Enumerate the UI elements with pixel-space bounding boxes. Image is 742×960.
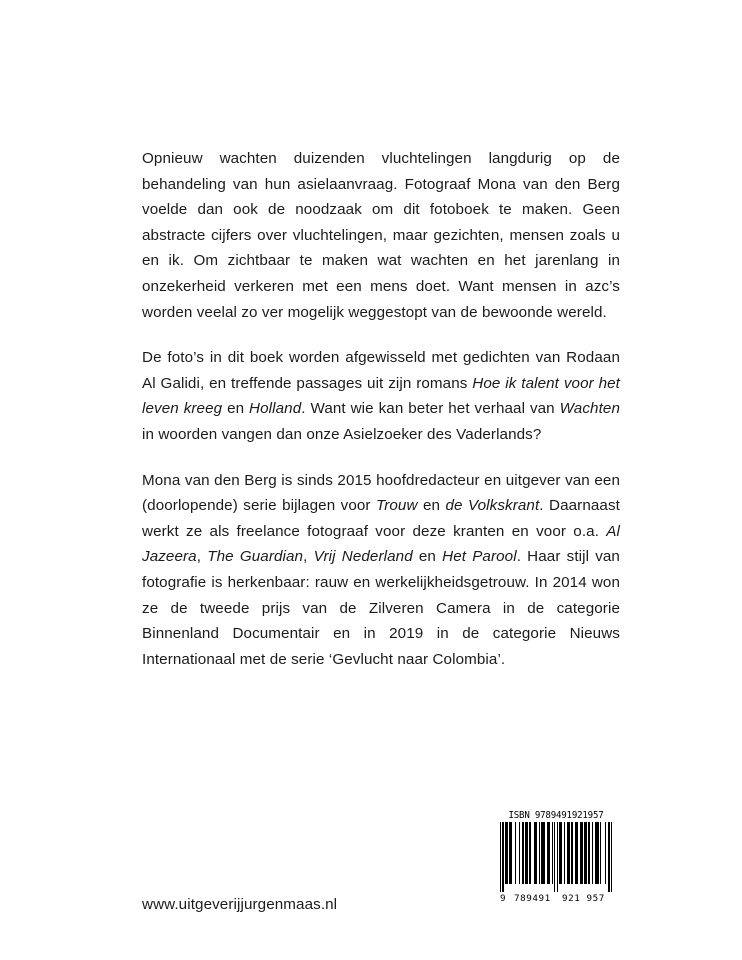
- barcode-digits-left-group: 789491: [514, 893, 551, 904]
- italic-title: Vrij Nederland: [313, 548, 413, 566]
- barcode-bar: [522, 822, 523, 884]
- italic-title: The Guardian: [207, 548, 304, 566]
- italic-title: Holland: [249, 400, 302, 418]
- barcode-bar: [586, 822, 587, 884]
- cover-footer: [142, 760, 620, 960]
- barcode-bar: [511, 822, 512, 884]
- barcode-bar: [502, 822, 503, 892]
- barcode-bars: [500, 822, 612, 884]
- barcode-bar: [515, 822, 516, 884]
- barcode-bar: [588, 822, 589, 884]
- barcode-bar: [535, 822, 536, 884]
- barcode-bar: [548, 822, 549, 884]
- barcode-bar: [581, 822, 582, 884]
- barcode-bar: [552, 822, 553, 884]
- barcode-bar: [577, 822, 578, 884]
- barcode-digits: [500, 892, 612, 905]
- barcode-bar: [611, 822, 612, 892]
- italic-title: Trouw: [375, 497, 418, 515]
- barcode-bar: [544, 822, 545, 884]
- barcode-bar: [564, 822, 565, 884]
- publisher-website-url[interactable]: www.uitgeverijjurgenmaas.nl: [142, 896, 338, 913]
- barcode-bar: [572, 822, 573, 884]
- blurb-paragraph-3: Mona van den Berg is sinds 2015 hoofdredacteur en uitgever van een (doorlopende) serie bijlagen voor Trouw en de Volkskrant. Daarnaast werkt ze als freelance fotograaf voor deze kranten en voor o.a. Al Jazeera, The Guardian, Vrij Nederland en Het Parool. Haar stijl van fotografie is herkenbaar: rauw en werkelijkheidsgetrouw. In 2014 won ze de tweede prijs van de Zilveren Camera in de categorie Binnenland Documentair en in 2019 in de categorie Nieuws Internationaal met de serie ‘Gevlucht naar Colombia’.: [142, 471, 620, 668]
- barcode-digits-right-group: 921 957: [562, 893, 605, 904]
- barcode-digit-lead: 9: [500, 893, 507, 904]
- isbn-label: ISBN 9789491921957: [508, 810, 604, 821]
- barcode-bar: [568, 822, 569, 884]
- barcode-bar: [507, 822, 508, 884]
- barcode-bar: [557, 822, 558, 892]
- italic-title: Hoe ik talent voor het leven kreeg: [142, 374, 621, 418]
- barcode-bar: [598, 822, 599, 884]
- barcode-bar: [592, 822, 593, 884]
- isbn-barcode: [500, 810, 612, 905]
- italic-title: de Volkskrant: [445, 497, 540, 515]
- barcode-bar: [519, 822, 520, 884]
- barcode-bar: [539, 822, 540, 884]
- barcode-bar: [561, 822, 562, 884]
- barcode-bar: [529, 822, 530, 884]
- blurb-paragraph-2: De foto’s in dit boek worden afgewisseld met gedichten van Rodaan Al Galidi, en treffende passages uit zijn romans Hoe ik talent voor het leven kreeg en Holland. Want wie kan beter het verhaal van Wachten in woorden vangen dan onze Asielzoeker des Vaderlands?: [142, 349, 621, 443]
- blurb-text-block: [142, 146, 620, 672]
- italic-title: Al Jazeera: [142, 522, 620, 566]
- barcode-bar: [554, 822, 555, 892]
- barcode-bar: [608, 822, 609, 892]
- barcode-bar: [527, 822, 528, 884]
- barcode-bar: [600, 822, 601, 884]
- barcode-bar: [605, 822, 606, 884]
- blurb-paragraph-1: Opnieuw wachten duizenden vluchtelingen langdurig op de behandeling van hun asielaanvraag. Fotograaf Mona van den Berg voelde dan ook de noodzaak om dit fotoboek te maken. Geen abstracte cijfers over vluchtelingen, maar gezichten, mensen zoals u en ik. Om zichtbaar te maken wat wachten en het jarenlang in onzekerheid verkeren met een mens doet. Want mensen in azc’s worden veelal zo ver mogelijk weggestopt van de bewoonde wereld.: [142, 150, 620, 321]
- barcode-bar: [500, 822, 501, 892]
- italic-title: Het Parool: [442, 548, 517, 566]
- italic-title: Wachten: [559, 400, 620, 418]
